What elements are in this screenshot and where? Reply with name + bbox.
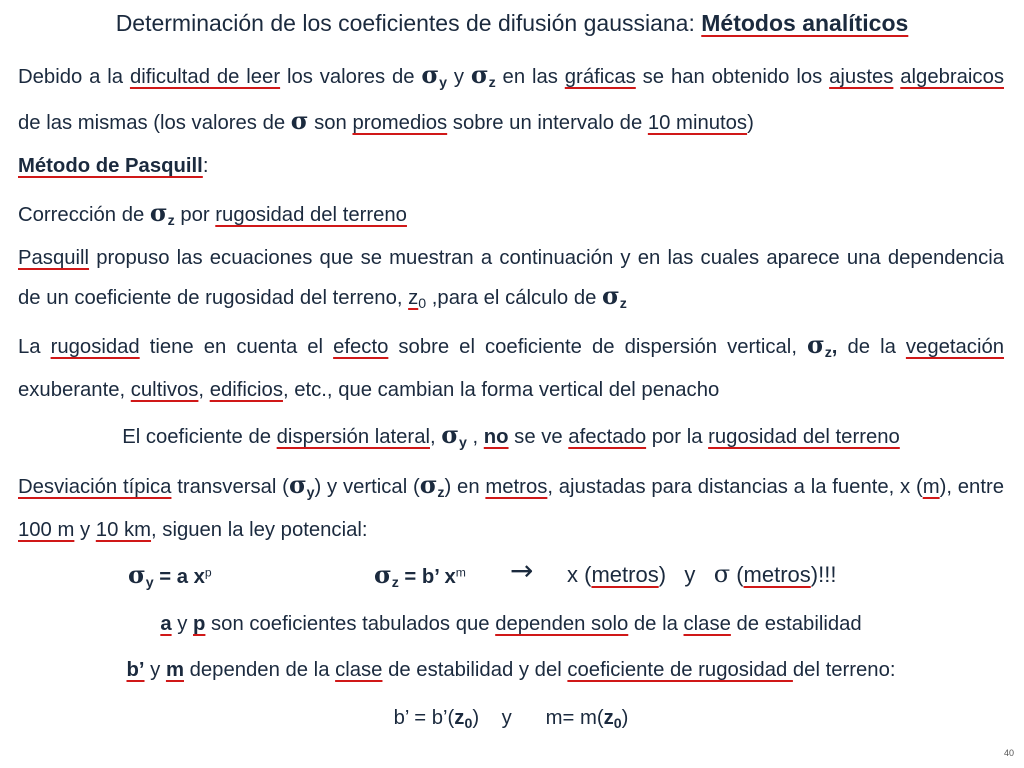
paragraph-a-p-coefficients: a y p son coeficientes tabulados que dependen solo de la clase de estabilidad — [160, 613, 862, 635]
sigma-symbol: σ — [470, 60, 489, 89]
units-note: x (metros) y σ (metros)!!! — [567, 560, 837, 588]
sigma-symbol: σ — [602, 281, 620, 310]
equation-sigma-y: $\sigma_y = a$ $x^p$ — [128, 560, 212, 591]
slide-number: 40 — [1003, 748, 1014, 758]
power-law-equations — [0, 554, 1024, 600]
sigma-symbol: σ — [441, 420, 459, 449]
paragraph-pasquill: Pasquill propuso las ecuaciones que se muestran a continuación y en las cuales aparece una dependencia de un coeficiente de rugosidad del terreno, $z_0$ ,para el cálculo de $\sigma_z$ — [18, 247, 1004, 312]
paragraph-b-m-coefficients: b’ y m dependen de la clase de estabilidad y del coeficiente de rugosidad del terreno: — [126, 659, 896, 681]
sigma-symbol: σ — [288, 470, 307, 499]
sigma-symbol: σ — [290, 105, 309, 135]
title-emphasis: Métodos analíticos — [701, 10, 909, 36]
sigma-symbol: σ — [419, 470, 438, 499]
sigma-symbol: σ — [807, 330, 825, 359]
sigma-symbol: σ — [421, 60, 440, 89]
paragraph-std-deviation: Desviación típica transversal $(\sigma_y)$ y vertical $(\sigma_z)$ en metros, ajustadas para distancias a la fuente, x (m), entre 100 m y 10 km, siguen la ley potencial: — [18, 470, 1004, 541]
title-text: Determinación de los coeficientes de difusión gaussiana: — [115, 10, 702, 36]
equation-roughness-dependence: b’ = $b’(z_0)$ y $m= m(z_0)$ — [393, 707, 629, 732]
paragraph-correction: Corrección de $\sigma_z$ por rugosidad del terreno — [18, 198, 407, 229]
arrow-right-icon: → — [510, 554, 534, 587]
paragraph-roughness: La rugosidad tiene en cuenta el efecto sobre el coeficiente de dispersión vertical, $\sigma_z$, de la vegetación exuberante, cultivos, edificios, etc., que cambian la forma vertical del penacho — [18, 330, 1005, 401]
slide-title — [20, 10, 1004, 37]
paragraph-intro: Debido a la dificultad de leer los valores de $\sigma_y$ y $\sigma_z$ en las gráficas se han obtenido los ajustes algebraicos de las mismas (los valores de σ son promedios sobre un intervalo de 10 minutos) — [18, 60, 1004, 135]
equation-sigma-z: $\sigma_z = b$’ $x^m$ — [374, 560, 466, 591]
sigma-symbol: σ — [149, 198, 168, 227]
paragraph-lateral: El coeficiente de dispersión lateral, $\sigma_y$ , no se ve afectado por la rugosidad del terreno — [122, 420, 900, 451]
heading-pasquill-method: Método de Pasquill: — [18, 155, 209, 177]
